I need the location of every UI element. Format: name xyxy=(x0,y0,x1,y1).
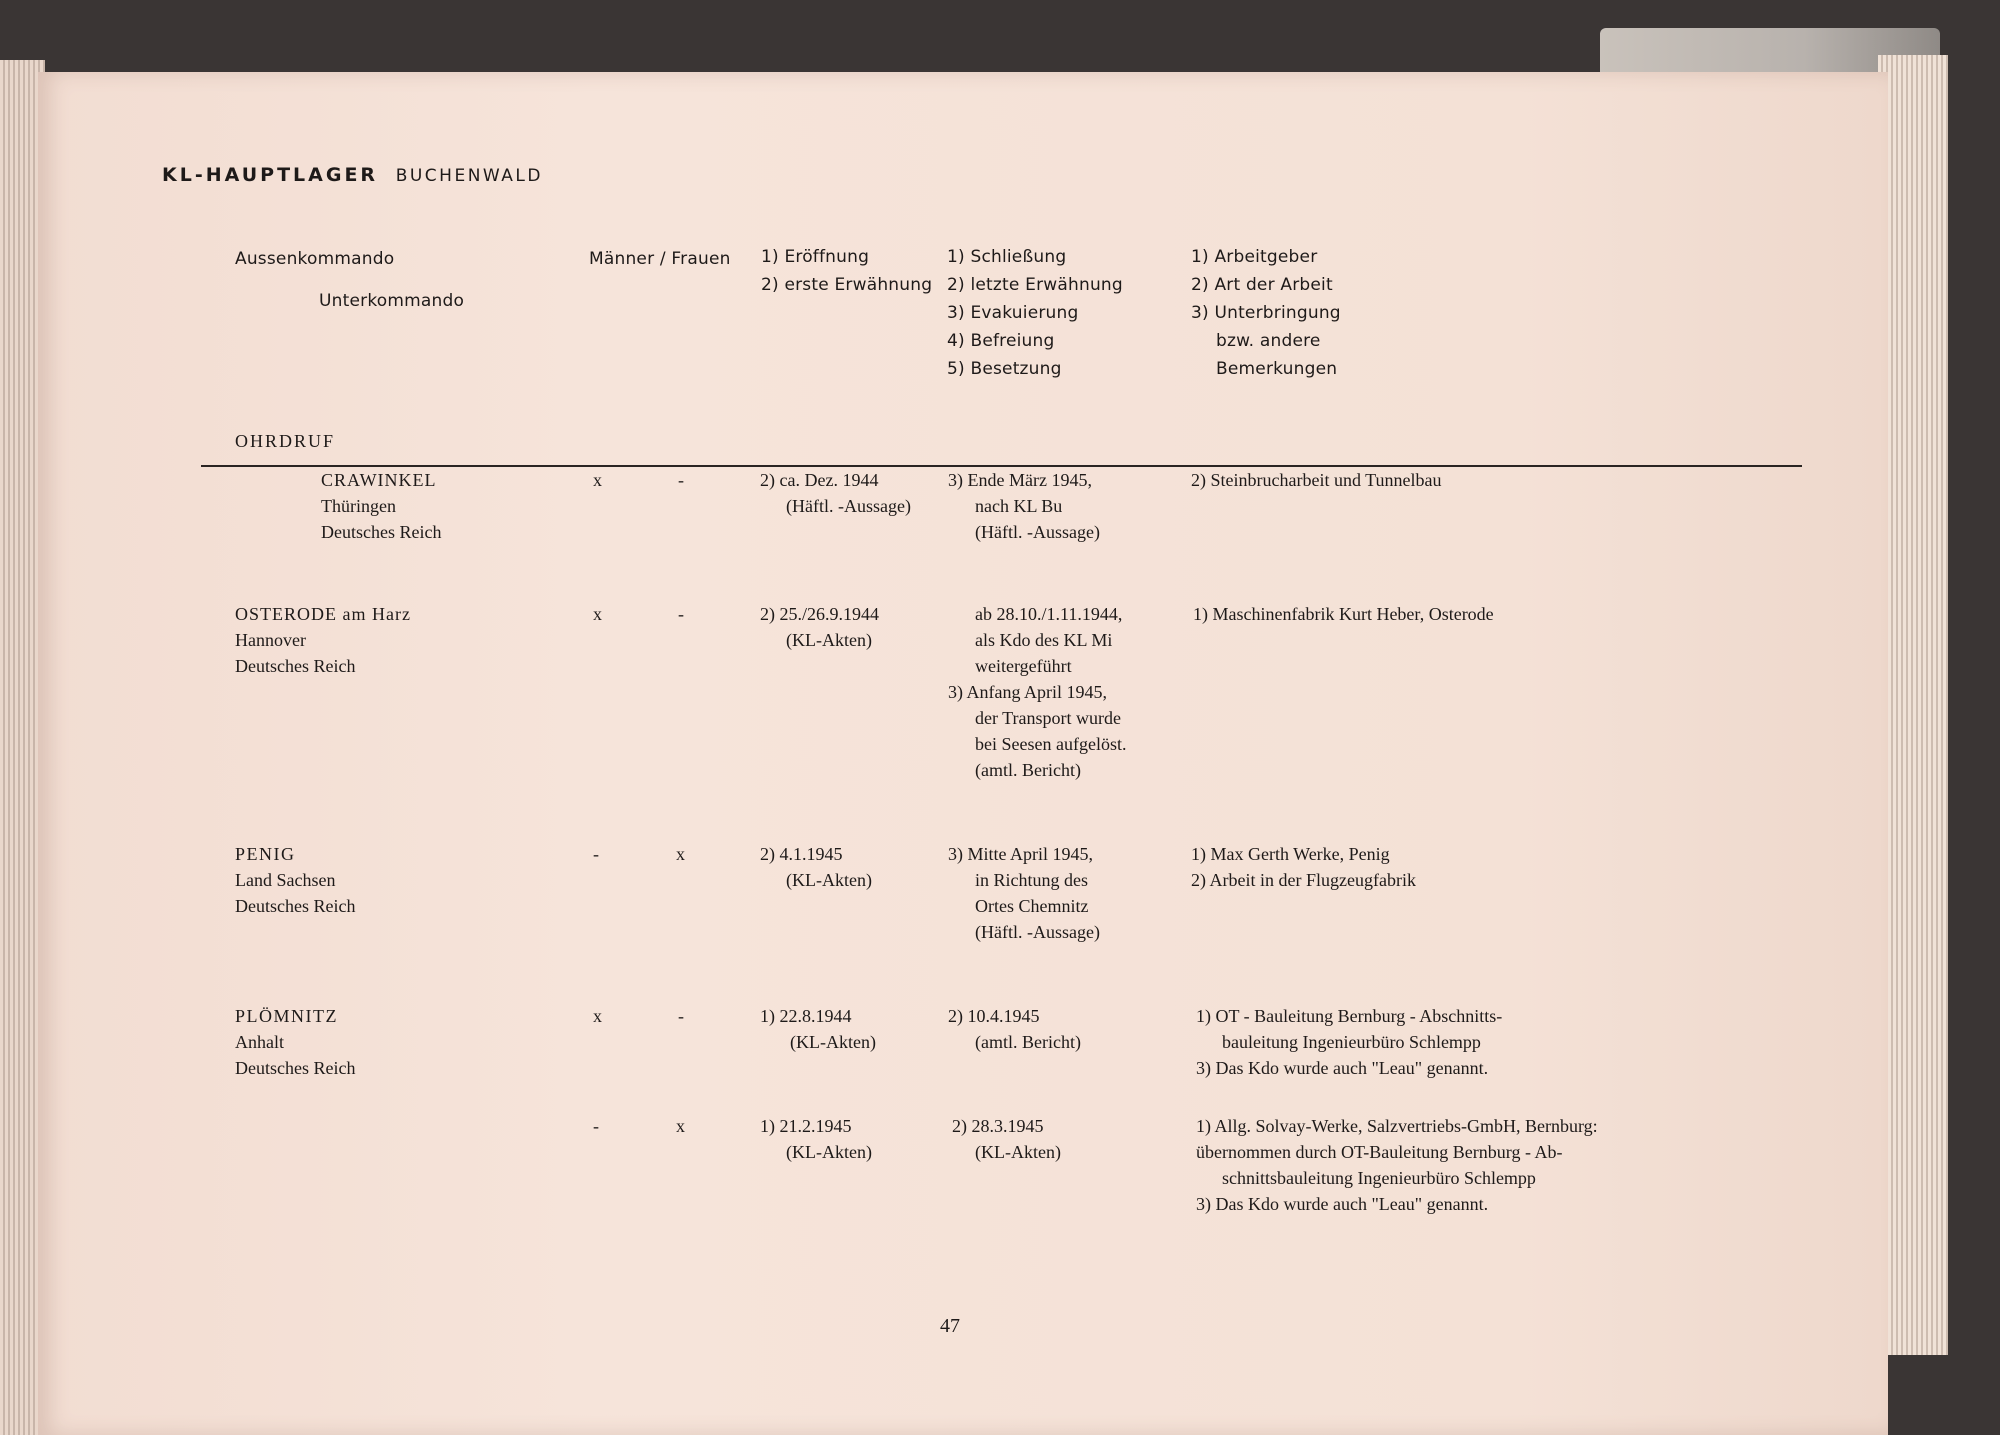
title-camp-type: KL-HAUPTLAGER xyxy=(162,164,379,186)
header-aussenkommando: Aussenkommando xyxy=(235,249,395,269)
osterode-women: - xyxy=(678,604,684,624)
header-unterbringung: 3) Unterbringung xyxy=(1191,303,1341,323)
page-number: 47 xyxy=(940,1315,960,1337)
header-divider xyxy=(201,465,1802,467)
ploemnitz-notes-3: 3) Das Kdo wurde auch "Leau" genannt. xyxy=(1196,1058,1489,1078)
header-bzw-andere: bzw. andere xyxy=(1216,331,1321,351)
header-befreiung: 4) Befreiung xyxy=(947,331,1055,351)
crawinkel-open-1: 2) ca. Dez. 1944 xyxy=(760,470,879,490)
ploemnitz-close-1: 2) 10.4.1945 xyxy=(948,1006,1040,1026)
crawinkel-open-2: (Häftl. -Aussage) xyxy=(786,496,911,516)
title-camp-name: BUCHENWALD xyxy=(395,166,543,186)
osterode-close-2: als Kdo des KL Mi xyxy=(975,630,1113,650)
row-ohrdruf-name: OHRDRUF xyxy=(235,431,336,451)
header-bemerkungen: Bemerkungen xyxy=(1216,359,1338,379)
crawinkel-close-2: nach KL Bu xyxy=(975,496,1063,516)
ploemnitz-women-notes-4: 3) Das Kdo wurde auch "Leau" genannt. xyxy=(1196,1194,1489,1214)
header-unterkommando: Unterkommando xyxy=(319,291,465,311)
osterode-open-2: (KL-Akten) xyxy=(786,630,872,650)
osterode-name: OSTERODE am Harz xyxy=(235,604,411,624)
osterode-close-3: weitergeführt xyxy=(975,656,1072,676)
page-title xyxy=(162,164,543,187)
penig-notes-2: 2) Arbeit in der Flugzeugfabrik xyxy=(1191,870,1416,890)
crawinkel-women: - xyxy=(678,470,684,490)
penig-close-1: 3) Mitte April 1945, xyxy=(948,844,1093,864)
crawinkel-country: Deutsches Reich xyxy=(321,522,442,542)
osterode-country: Deutsches Reich xyxy=(235,656,356,676)
header-erste-erwaehnung: 2) erste Erwähnung xyxy=(761,275,933,295)
book-page xyxy=(38,72,1888,1435)
ploemnitz-women: - xyxy=(678,1006,684,1026)
ploemnitz-women-close-2: (KL-Akten) xyxy=(975,1142,1061,1162)
header-men-women: Männer / Frauen xyxy=(589,249,731,269)
header-besetzung: 5) Besetzung xyxy=(947,359,1062,379)
penig-women: x xyxy=(676,844,685,864)
ploemnitz-women-notes-1: 1) Allg. Solvay-Werke, Salzvertriebs-GmbH, Bernburg: xyxy=(1196,1116,1598,1136)
ploemnitz-notes-2: bauleitung Ingenieurbüro Schlempp xyxy=(1222,1032,1481,1052)
osterode-close-4: 3) Anfang April 1945, xyxy=(948,682,1107,702)
osterode-close-6: bei Seesen aufgelöst. xyxy=(975,734,1127,754)
penig-open-1: 2) 4.1.1945 xyxy=(760,844,843,864)
crawinkel-region: Thüringen xyxy=(321,496,396,516)
ploemnitz-close-2: (amtl. Bericht) xyxy=(975,1032,1081,1052)
penig-notes-1: 1) Max Gerth Werke, Penig xyxy=(1191,844,1390,864)
penig-men: - xyxy=(593,844,599,864)
penig-region: Land Sachsen xyxy=(235,870,336,890)
penig-close-2: in Richtung des xyxy=(975,870,1088,890)
ploemnitz-region: Anhalt xyxy=(235,1032,284,1052)
crawinkel-men: x xyxy=(593,470,602,490)
osterode-close-5: der Transport wurde xyxy=(975,708,1121,728)
ploemnitz-notes-1: 1) OT - Bauleitung Bernburg - Abschnitts- xyxy=(1196,1006,1503,1026)
header-art-der-arbeit: 2) Art der Arbeit xyxy=(1191,275,1333,295)
ploemnitz-name: PLÖMNITZ xyxy=(235,1006,338,1026)
penig-close-3: Ortes Chemnitz xyxy=(975,896,1089,916)
crawinkel-close-3: (Häftl. -Aussage) xyxy=(975,522,1100,542)
penig-close-4: (Häftl. -Aussage) xyxy=(975,922,1100,942)
ploemnitz-women-notes-3: schnittsbauleitung Ingenieurbüro Schlempp xyxy=(1222,1168,1536,1188)
ploemnitz-women-men: - xyxy=(593,1116,599,1136)
ploemnitz-men: x xyxy=(593,1006,602,1026)
penig-country: Deutsches Reich xyxy=(235,896,356,916)
header-schliessung: 1) Schließung xyxy=(947,247,1067,267)
ploemnitz-women-women: x xyxy=(676,1116,685,1136)
header-letzte-erwaehnung: 2) letzte Erwähnung xyxy=(947,275,1123,295)
crawinkel-close-1: 3) Ende März 1945, xyxy=(948,470,1092,490)
header-arbeitgeber: 1) Arbeitgeber xyxy=(1191,247,1318,267)
osterode-notes-1: 1) Maschinenfabrik Kurt Heber, Osterode xyxy=(1193,604,1494,624)
ploemnitz-women-notes-2: übernommen durch OT-Bauleitung Bernburg - Ab- xyxy=(1196,1142,1563,1162)
crawinkel-name: CRAWINKEL xyxy=(321,470,437,490)
penig-open-2: (KL-Akten) xyxy=(786,870,872,890)
page-stack-right xyxy=(1878,55,1948,1355)
header-evakuierung: 3) Evakuierung xyxy=(947,303,1079,323)
osterode-region: Hannover xyxy=(235,630,306,650)
ploemnitz-women-close-1: 2) 28.3.1945 xyxy=(952,1116,1044,1136)
ploemnitz-women-open-1: 1) 21.2.1945 xyxy=(760,1116,852,1136)
ploemnitz-open-2: (KL-Akten) xyxy=(790,1032,876,1052)
ploemnitz-women-open-2: (KL-Akten) xyxy=(786,1142,872,1162)
osterode-close-1: ab 28.10./1.11.1944, xyxy=(975,604,1123,624)
penig-name: PENIG xyxy=(235,844,296,864)
ploemnitz-country: Deutsches Reich xyxy=(235,1058,356,1078)
osterode-open-1: 2) 25./26.9.1944 xyxy=(760,604,879,624)
osterode-men: x xyxy=(593,604,602,624)
ploemnitz-open-1: 1) 22.8.1944 xyxy=(760,1006,852,1026)
crawinkel-notes-1: 2) Steinbrucharbeit und Tunnelbau xyxy=(1191,470,1442,490)
osterode-close-7: (amtl. Bericht) xyxy=(975,760,1081,780)
header-eroeffnung: 1) Eröffnung xyxy=(761,247,870,267)
